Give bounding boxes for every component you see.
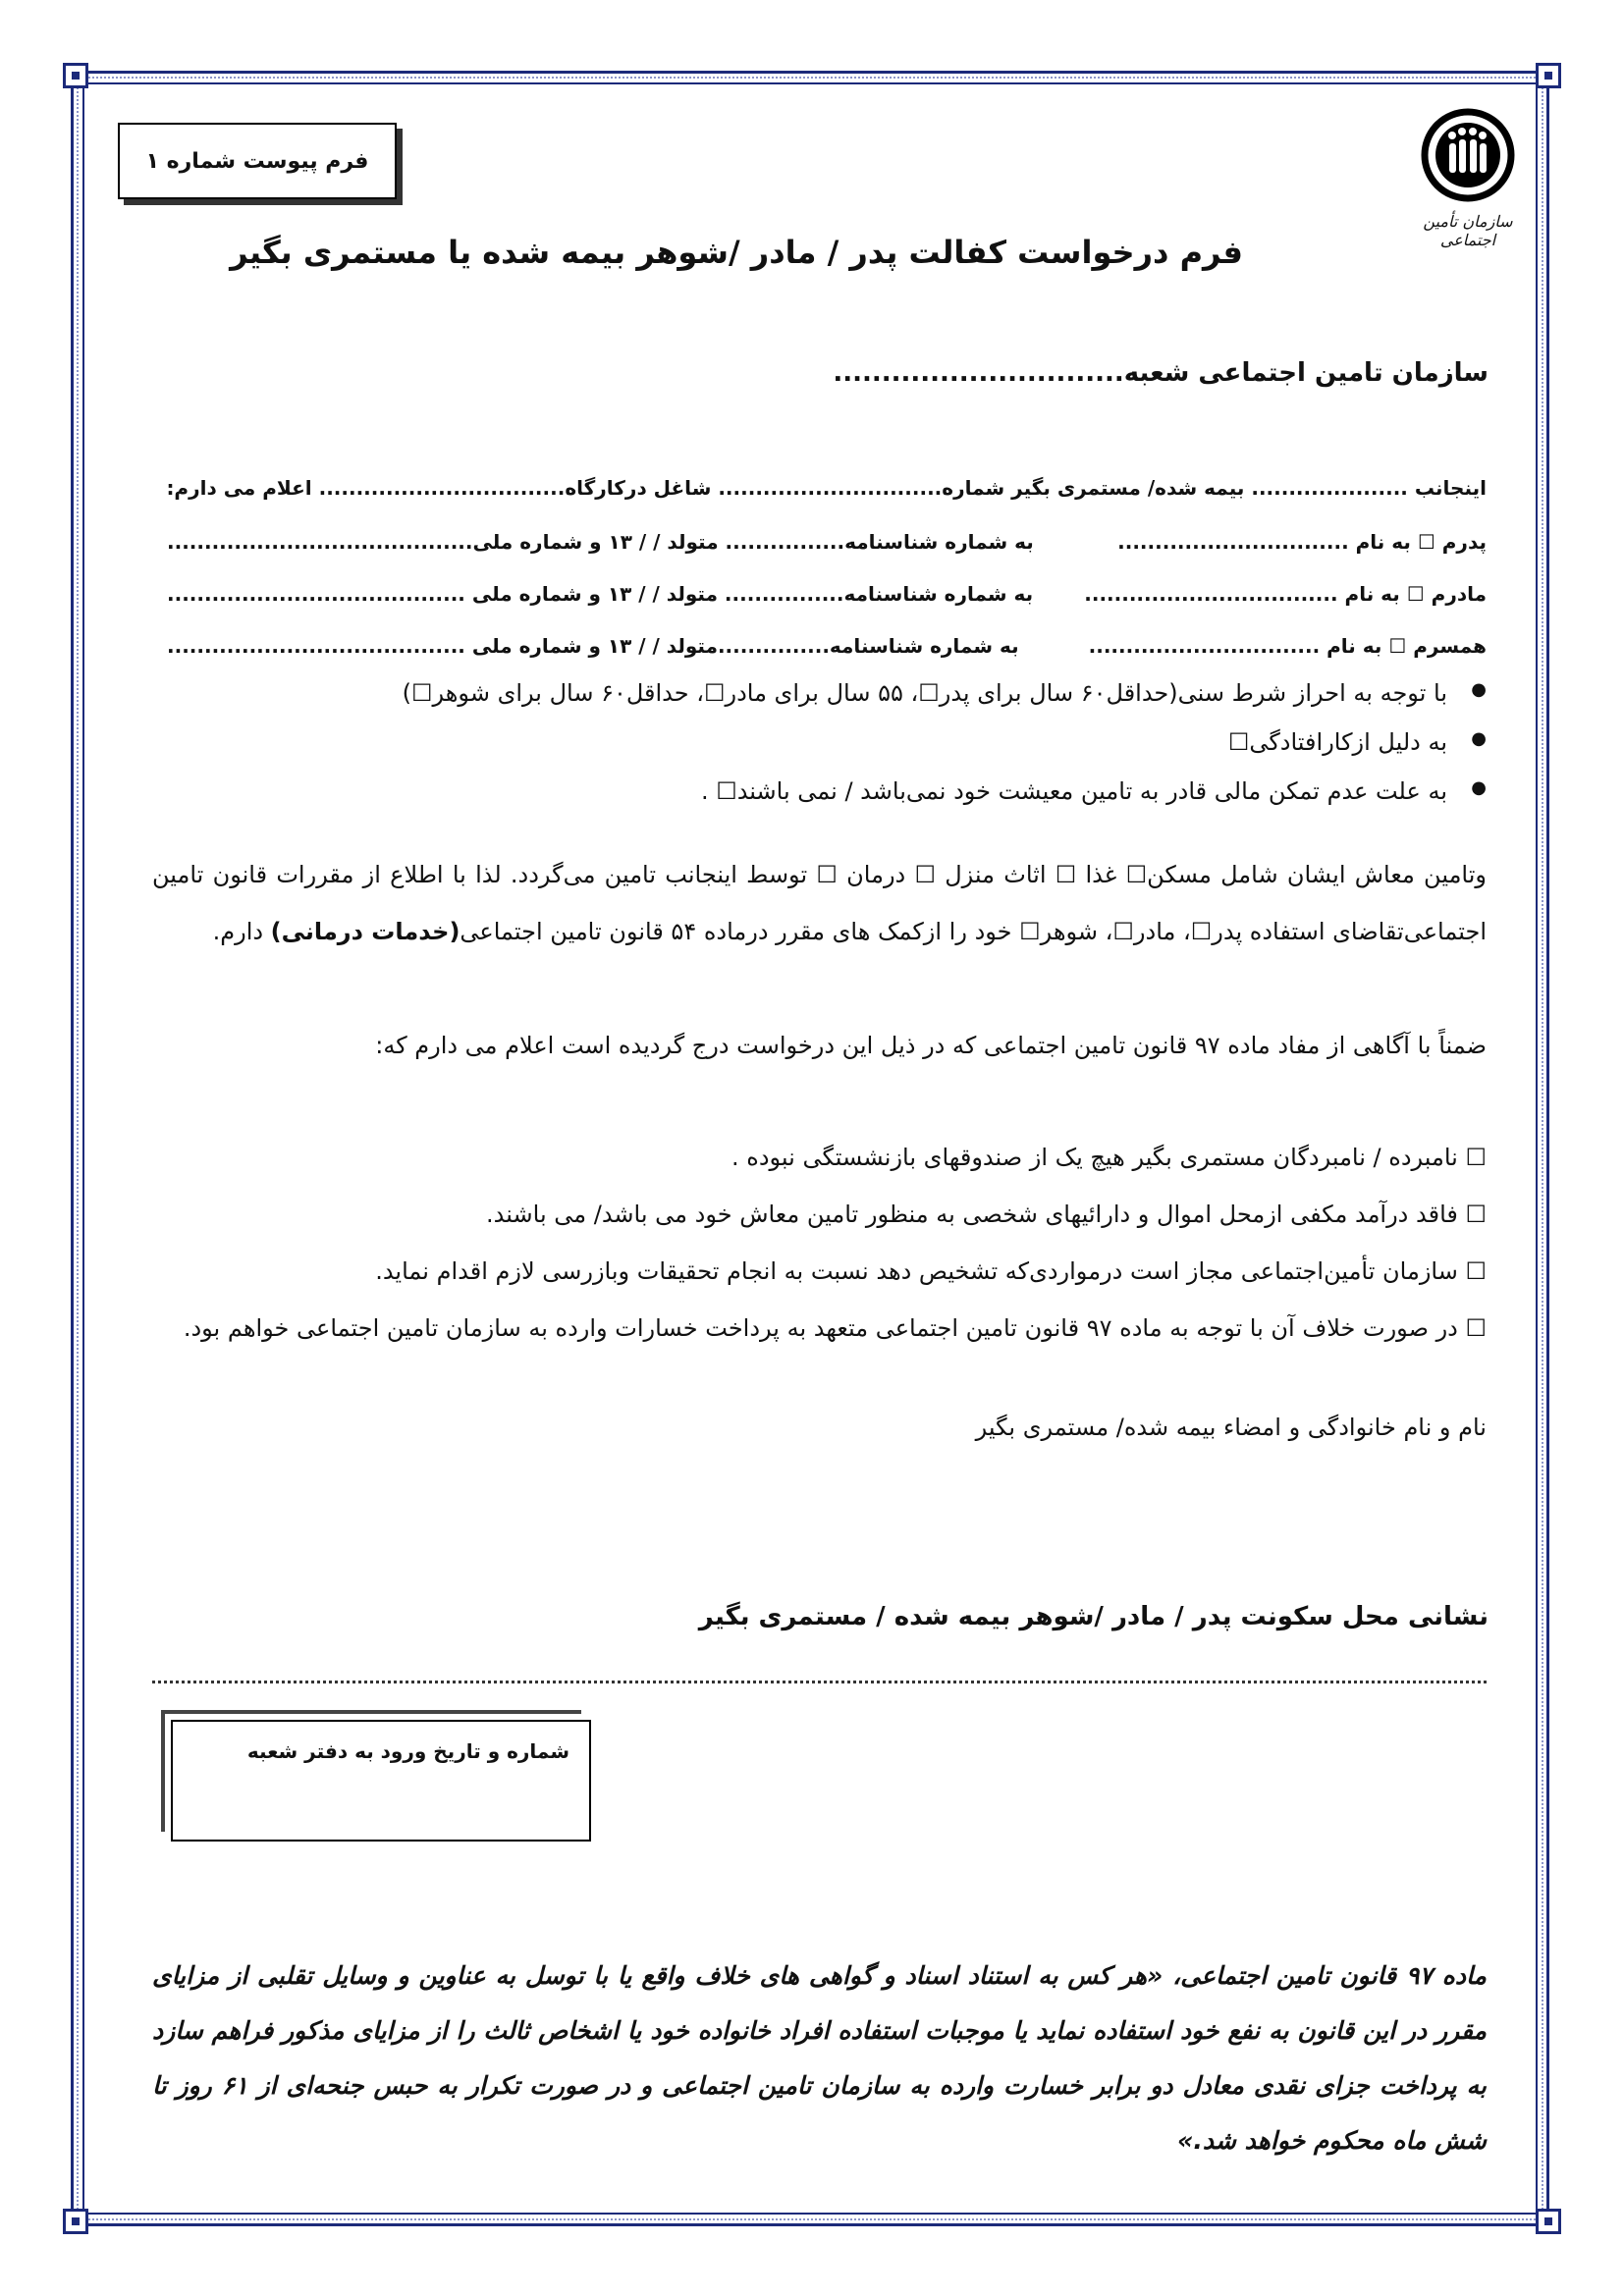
support-text-end: دارم.	[212, 918, 271, 945]
condition-disability[interactable]: ● به دلیل ازکارافتادگی☐	[403, 728, 1487, 756]
branch-entry-box[interactable]	[171, 1720, 591, 1842]
entry-box-label: شماره و تاریخ ورود به دفتر شعبه	[246, 1739, 569, 1763]
spouse-row[interactable]	[167, 634, 1487, 658]
condition-age[interactable]: ● با توجه به احراز شرط سنی(حداقل۶۰ سال برای پدر☐، ۵۵ سال برای مادر☐، حداقل۶۰ سال برای شوهر☐)	[403, 679, 1487, 707]
address-title: نشانی محل سکونت پدر / مادر /شوهر بیمه شده / مستمری بگیر	[698, 1602, 1489, 1631]
corner-ornament	[63, 63, 88, 88]
check-no-pension[interactable]: ☐ نامبرده / نامبردگان مستمری بگیر هیچ یک از صندوقهای بازنشستگی نبوده .	[731, 1144, 1487, 1171]
branch-field[interactable]: سازمان تامین اجتماعی شعبه..............................	[833, 358, 1489, 388]
mother-id-field: به شماره شناسنامه................ متولد / / ۱۳ و شماره ملی ........................................	[167, 582, 1034, 606]
father-id-field: به شماره شناسنامه................ متولد / / ۱۳ و شماره ملی.........................................	[167, 530, 1034, 554]
medical-services-label: (خدمات درمانی)	[270, 918, 460, 945]
check-liability[interactable]: ☐ در صورت خلاف آن با توجه به ماده ۹۷ قانون تامین اجتماعی متعهد به پرداخت خسارات وارده به سازمان تامین اجتماعی خواهم بود.	[183, 1314, 1487, 1342]
address-field[interactable]	[152, 1681, 1487, 1683]
logo-emblem-icon	[1421, 108, 1515, 202]
article97-intro: ضمناً با آگاهی از مفاد ماده ۹۷ قانون تامین اجتماعی که در ذیل این درخواست درج گردیده است اعلام می دارم که:	[375, 1032, 1487, 1059]
signature-line[interactable]: نام و نام خانوادگی و امضاء بیمه شده/ مستمری بگیر	[975, 1414, 1487, 1441]
declarant-row[interactable]	[167, 476, 1487, 500]
support-text: وتامین معاش ایشان شامل مسکن☐ غذا ☐ اثاث منزل ☐ درمان ☐ توسط اینجانب تامین می‌گردد. لذا با اطلاع از مقررات قانون تامین اجتماعی‌تقاضای استفاده پدر☐، مادر☐، شوهر☐ خود را ازکمک های مقرر درماده ۵۴ قانون تامین اجتماعی	[152, 861, 1487, 945]
condition-financial[interactable]: ● به علت عدم تمکن مالی قادر به تامین معیشت خود نمی‌باشد / نمی باشند☐ .	[403, 777, 1487, 805]
mother-name-field: مادرم ☐ به نام ..................................	[1084, 582, 1487, 606]
workplace-text: ............ شاغل درکارگاه	[565, 476, 808, 500]
article97-law-text: ماده ۹۷ قانون تامین اجتماعی، «هر کس به استناد اسناد و گواهی های خلاف واقع یا با توسل به عناوین و وسایل تقلبی از مزایای مقرر در این قانون به نفع خود استفاده نماید یا موجبات استفاده افراد خانواده خود یا اشخاص ثالث را از مزایای مذکور فراهم سازد به پرداخت جزای نقدی معادل دو برابر خسارت وارده به سازمان تامین اجتماعی و در صورت تکرار به حبس جنحه‌ای از ۶۱ روز تا شش ماه محکوم خواهد شد.»	[152, 1961, 1488, 2155]
corner-ornament	[1536, 63, 1561, 88]
attachment-form-label: فرم پیوست شماره ۱	[118, 123, 397, 199]
spouse-id-field: به شماره شناسنامه...............متولد / / ۱۳ و شماره ملی ........................................	[167, 634, 1019, 658]
organization-logo	[1414, 108, 1522, 249]
check-no-income[interactable]: ☐ فاقد درآمد مکفی ازمحل اموال و دارائیهای شخصی به منظور تامین معاش خود می باشد/ می باشند.	[486, 1201, 1487, 1228]
declare-text: ................................. اعلام می دارم:	[166, 476, 566, 500]
corner-ornament	[1536, 2209, 1561, 2234]
conditions-list	[403, 679, 1487, 827]
corner-ornament	[63, 2209, 88, 2234]
spouse-name-field: همسرم ☐ به نام ...............................	[1088, 634, 1487, 658]
father-name-field: پدرم ☐ به نام ...............................	[1117, 530, 1487, 554]
declarant-text: اینجانب ..................... بیمه شده/ مستمری بگیر شماره..................	[807, 476, 1487, 500]
father-row[interactable]	[167, 530, 1487, 554]
check-investigation[interactable]: ☐ سازمان تأمین‌اجتماعی مجاز است درمواردی‌که تشخیص دهد نسبت به انجام تحقیقات وبازرسی لازم اقدام نماید.	[375, 1257, 1487, 1285]
form-title: فرم درخواست کفالت پدر / مادر /شوهر بیمه شده یا مستمری بگیر	[230, 234, 1243, 271]
declarations-checklist	[152, 1129, 1487, 1357]
support-paragraph	[152, 846, 1487, 960]
logo-caption: سازمان تأمین اجتماعی	[1423, 212, 1513, 249]
mother-row[interactable]	[167, 582, 1487, 606]
